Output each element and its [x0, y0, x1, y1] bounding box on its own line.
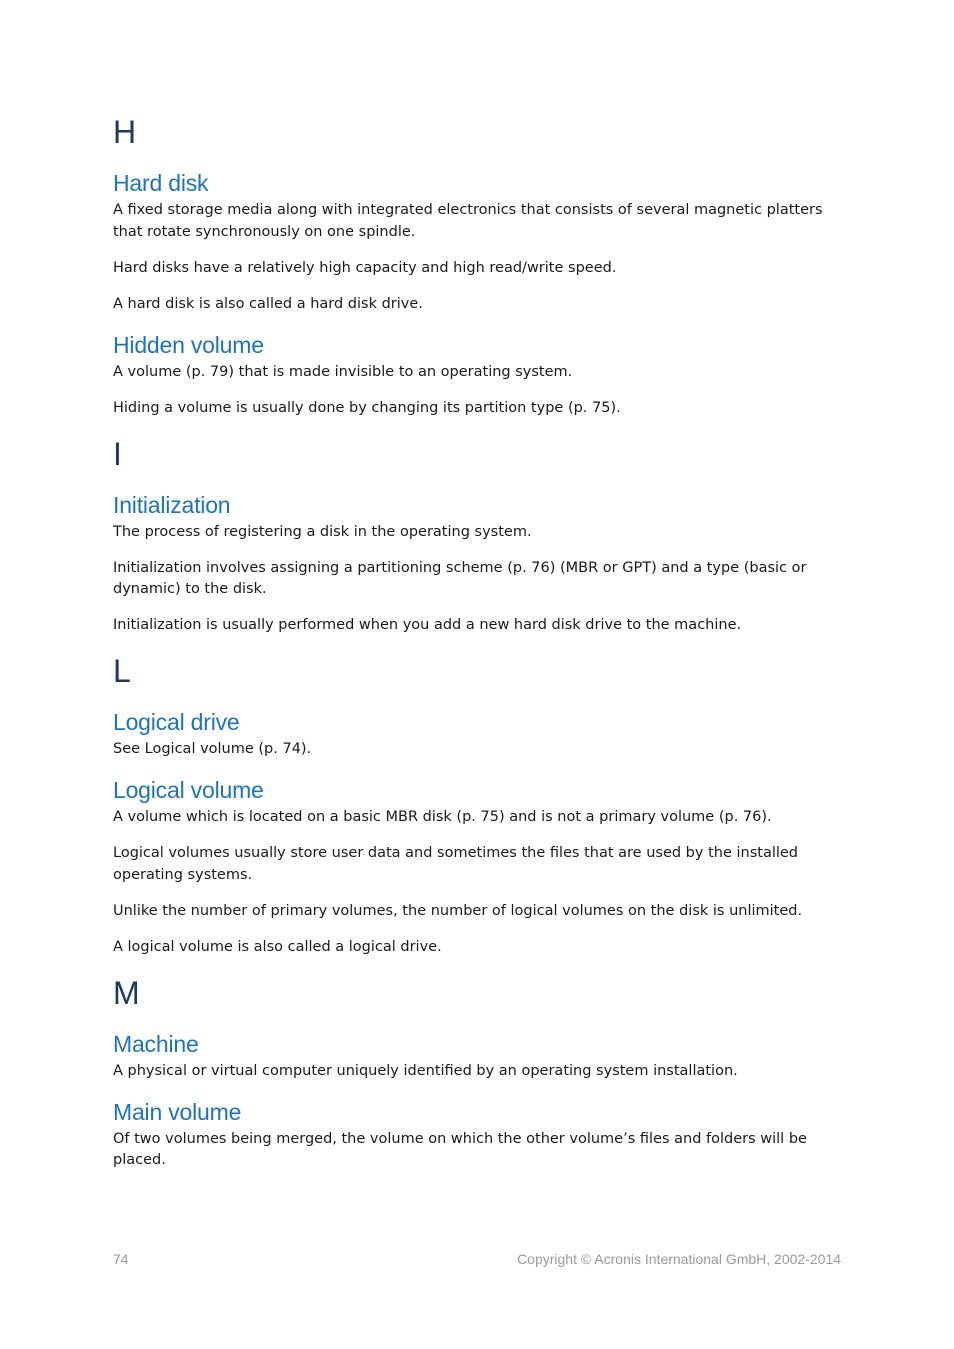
entry-term: Logical volume	[113, 777, 264, 803]
entry-paragraph: A fixed storage media along with integrated electronics that consists of several magnetic platters that rotate synchronously on one spindle.	[113, 202, 823, 240]
glossary-section-i	[113, 434, 853, 637]
entry-paragraph: See Logical volume (p. 74).	[113, 741, 312, 757]
entry-paragraph: Initialization is usually performed when you add a new hard disk drive to the machine.	[113, 617, 742, 633]
entry-paragraph: Unlike the number of primary volumes, the number of logical volumes on the disk is unlimited.	[113, 902, 803, 919]
entry-term: Hard disk	[113, 170, 209, 196]
glossary-section-l	[113, 651, 853, 958]
entry-paragraph: A hard disk is also called a hard disk drive.	[113, 295, 423, 312]
section-letter: H	[113, 114, 137, 150]
glossary-entry-hard-disk	[113, 168, 853, 315]
entry-term: Machine	[113, 1030, 199, 1057]
entry-paragraph: Of two volumes being merged, the volume on which the other volume’s files and folders will be placed.	[113, 1130, 807, 1168]
entry-paragraph: The process of registering a disk in the operating system.	[113, 523, 532, 540]
copyright-notice: Copyright © Acronis International GmbH, 2002-2014	[517, 1251, 841, 1267]
entry-paragraph: Logical volumes usually store user data and sometimes the files that are used by the installed operating systems.	[113, 845, 799, 883]
glossary-content	[113, 112, 853, 1186]
glossary-entry-logical-drive	[113, 707, 853, 761]
entry-paragraph: A volume (p. 79) that is made invisible to an operating system.	[113, 363, 573, 380]
entry-term: Main volume	[113, 1098, 242, 1125]
entry-paragraph: Initialization involves assigning a partitioning scheme (p. 76) (MBR or GPT) and a type (basic or dynamic) to the disk.	[113, 559, 807, 597]
glossary-entry-logical-volume	[113, 775, 853, 958]
glossary-entry-machine	[113, 1029, 853, 1083]
entry-term: Initialization	[113, 491, 231, 518]
glossary-entry-main-volume	[113, 1097, 853, 1172]
entry-paragraph: A logical volume is also called a logical drive.	[113, 938, 442, 955]
entry-term: Logical drive	[113, 709, 240, 735]
section-letter: I	[113, 435, 122, 472]
entry-paragraph: Hard disks have a relatively high capacity and high read/write speed.	[113, 259, 617, 276]
glossary-entry-hidden-volume	[113, 330, 853, 420]
entry-paragraph: Hiding a volume is usually done by changing its partition type (p. 75).	[113, 399, 621, 416]
glossary-section-m	[113, 973, 853, 1172]
page-footer	[113, 1251, 841, 1267]
section-letter: L	[113, 653, 131, 689]
entry-term: Hidden volume	[113, 331, 264, 358]
section-letter: M	[113, 974, 140, 1011]
page-number: 74	[113, 1251, 129, 1267]
entry-paragraph: A volume which is located on a basic MBR disk (p. 75) and is not a primary volume (p. 76).	[113, 809, 772, 825]
glossary-section-h	[113, 112, 853, 419]
glossary-entry-initialization	[113, 490, 853, 637]
entry-paragraph: A physical or virtual computer uniquely identified by an operating system installation.	[113, 1062, 738, 1079]
